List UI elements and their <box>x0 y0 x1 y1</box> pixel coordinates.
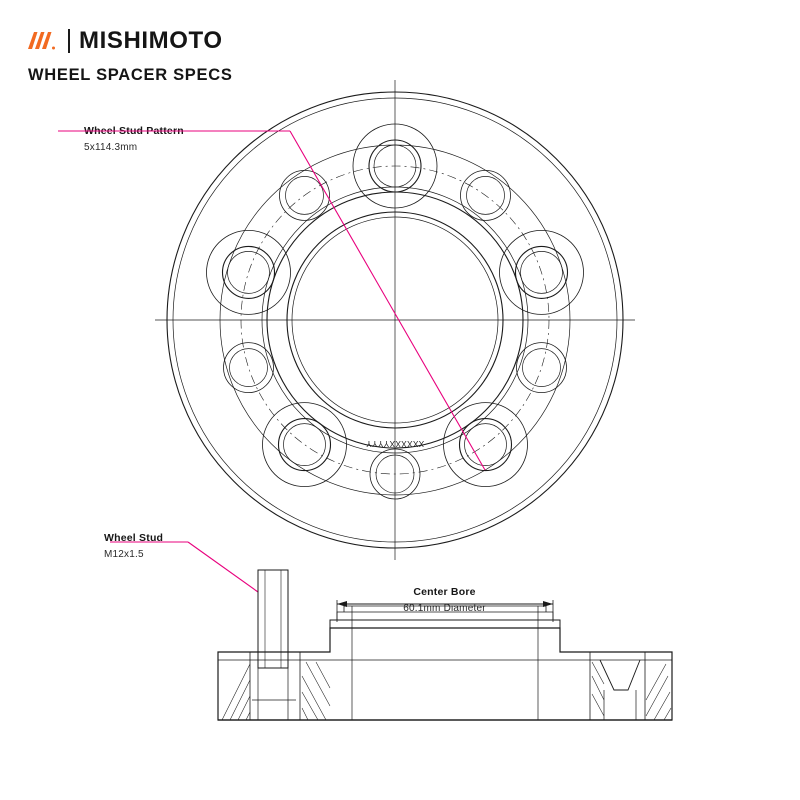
callout-title: Wheel Stud <box>104 532 164 544</box>
leader-lines <box>58 131 485 592</box>
page-title: WHEEL SPACER SPECS <box>28 66 233 84</box>
section-hatching-right <box>592 662 604 720</box>
section-hatching-left-2 <box>302 662 330 720</box>
wheel-stud-profile <box>258 570 288 668</box>
section-hatching-left <box>222 664 250 720</box>
callout-title: Center Bore <box>413 586 476 598</box>
section-hatching-right-2 <box>646 664 671 720</box>
brand-name: MISHIMOTO <box>79 27 223 54</box>
part-number-stamp <box>366 439 425 448</box>
callout-value: 5x114.3mm <box>84 142 138 153</box>
section-view <box>218 570 672 720</box>
callout-value: M12x1.5 <box>104 549 144 560</box>
lug-clearance-hole <box>224 343 274 393</box>
wheel-stud-hole <box>263 403 347 487</box>
svg-text:XXXXXXYYYY: XXXXXXYYYY <box>365 439 425 448</box>
wheel-stud-hole <box>444 403 528 487</box>
lug-clearance-hole <box>517 343 567 393</box>
callout-title: Wheel Stud Pattern <box>84 125 184 137</box>
center-axes <box>155 80 635 560</box>
center-bore-dimension <box>337 600 553 622</box>
callout-value: 60.1mm Diameter <box>403 603 486 614</box>
